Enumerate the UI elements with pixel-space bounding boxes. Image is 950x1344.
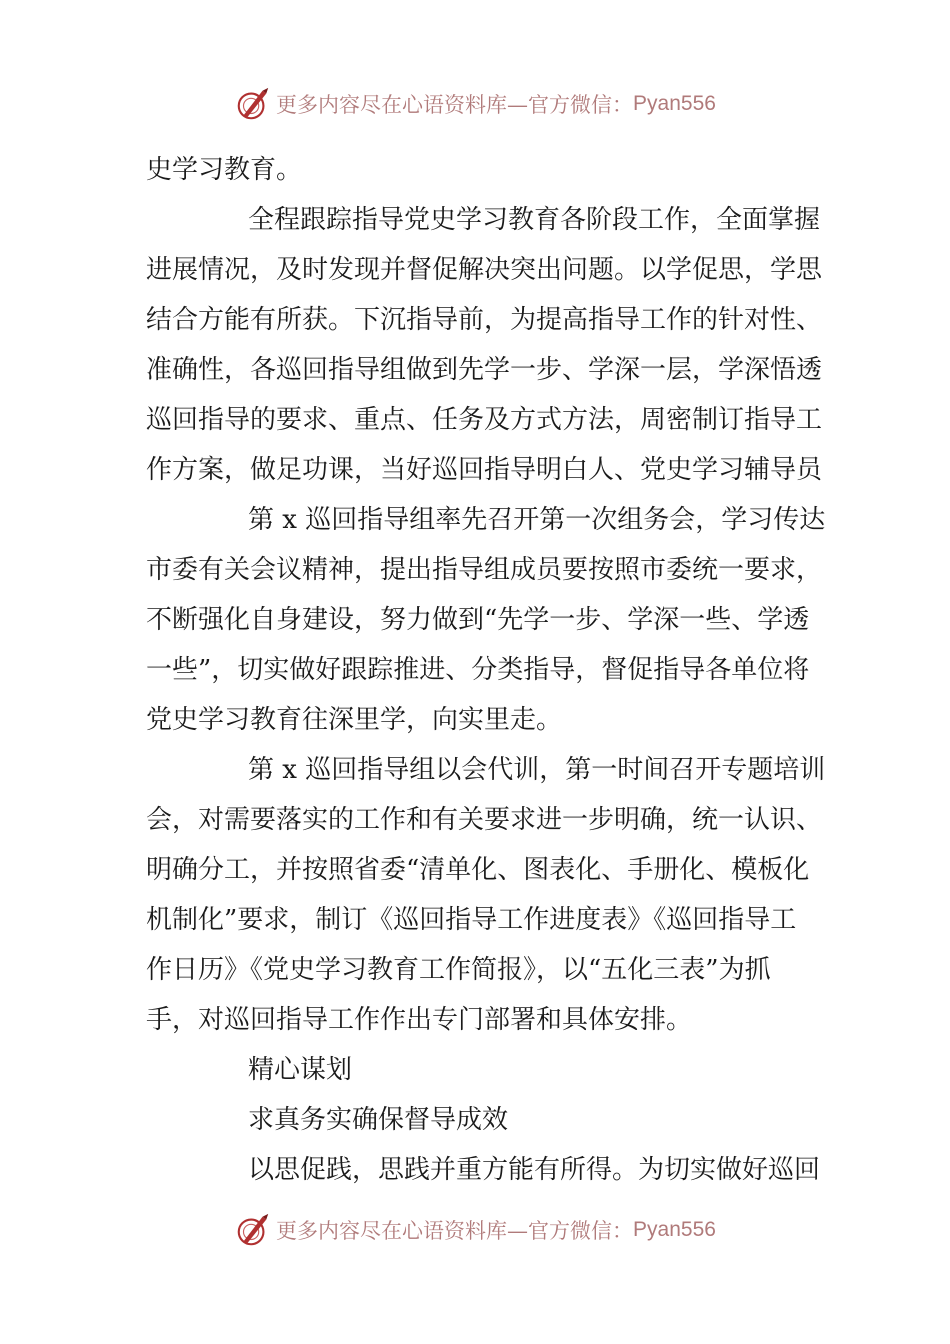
text-line: 史学习教育。 [146,155,303,185]
text-line: 结合方能有所获。下沉指导前，为提高指导工作的针对性、 [146,305,823,335]
text-line: 第 x 巡回指导组率先召开第一次组务会，学习传达 [248,505,826,535]
header-watermark [0,82,950,126]
text-line: 一些”，切实做好跟踪推进、分类指导，督促指导各单位将 [146,655,810,685]
text-line: 手，对巡回指导工作作出专门部署和具体安排。 [146,1005,693,1035]
text-line: 求真务实确保督导成效 [248,1105,509,1135]
quill-logo-icon [234,1211,272,1249]
text-line: 精心谋划 [248,1055,353,1085]
document-body [146,145,826,1195]
text-line: 巡回指导的要求、重点、任务及方式方法，周密制订指导工 [146,405,823,435]
watermark-wechat-id: Pyan556 [633,92,716,115]
text-line: 机制化”要求，制订《巡回指导工作进度表》《巡回指导工 [146,905,797,935]
footer-watermark [0,1208,950,1252]
text-line: 会，对需要落实的工作和有关要求进一步明确，统一认识、 [146,805,823,835]
text-line: 作方案，做足功课，当好巡回指导明白人、党史学习辅导员 [146,455,823,485]
text-line: 作日历》《党史学习教育工作简报》，以“五化三表”为抓 [146,955,771,985]
text-line: 全程跟踪指导党史学习教育各阶段工作，全面掌握 [248,205,821,235]
text-line: 以思促践，思践并重方能有所得。为切实做好巡回 [248,1155,821,1185]
text-line: 市委有关会议精神，提出指导组成员要按照市委统一要求， [146,555,823,585]
text-line: 第 x 巡回指导组以会代训，第一时间召开专题培训 [248,755,826,785]
text-line: 进展情况，及时发现并督促解决突出问题。以学促思，学思 [146,255,823,285]
text-line: 明确分工，并按照省委“清单化、图表化、手册化、模板化 [146,855,810,885]
text-line: 不断强化自身建设，努力做到“先学一步、学深一些、学透 [146,605,810,635]
text-line: 党史学习教育往深里学，向实里走。 [146,705,563,735]
watermark-wechat-id: Pyan556 [633,1218,716,1241]
text-line: 准确性，各巡回指导组做到先学一步、学深一层，学深悟透 [146,355,823,385]
watermark-text: 更多内容尽在心语资料库—官方微信： [276,1219,634,1243]
quill-logo-icon [234,85,272,123]
watermark-text: 更多内容尽在心语资料库—官方微信： [276,93,634,117]
